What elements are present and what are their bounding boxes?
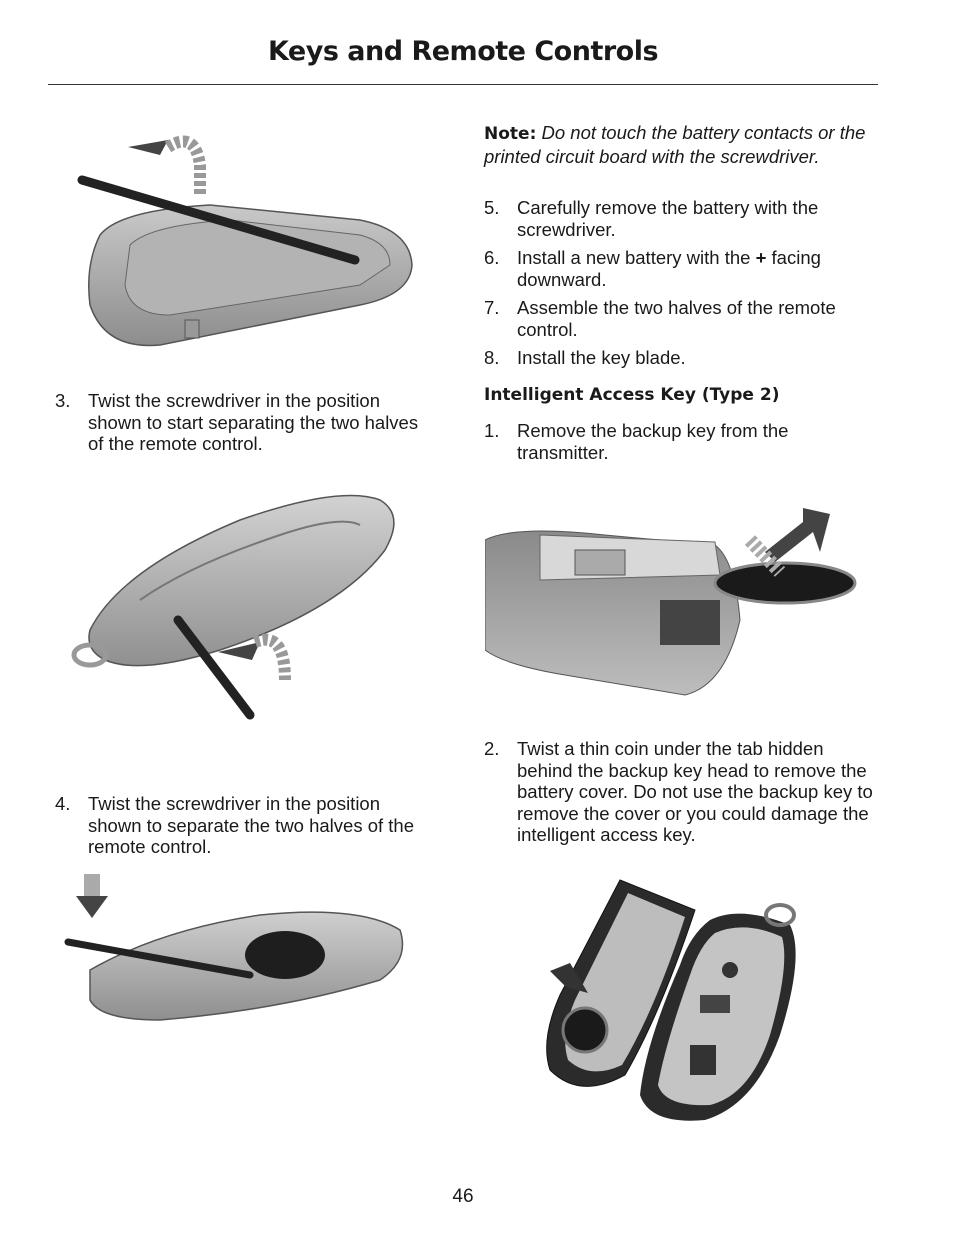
section-heading: Intelligent Access Key (Type 2) (484, 385, 780, 405)
page-title: Keys and Remote Controls (267, 36, 659, 67)
plus-symbol: + (755, 247, 767, 268)
arrow-icon (76, 896, 108, 918)
list-item: 4. Twist the screwdriver in the position shown to separate the two halves of the remote control. (55, 793, 415, 857)
list-item: 1. Remove the backup key from the transmitter. (484, 420, 789, 463)
list-item: 2. Twist a thin coin under the tab hidden behind the backup key head to remove the battery cover. Do not use the backup key to remove the cover or you could damage the intelligent access key. (484, 738, 873, 845)
arrow-icon (128, 140, 168, 155)
arrow-icon (765, 508, 830, 562)
page-number: 46 (452, 1186, 474, 1207)
figure-remote-halves-separated (60, 870, 420, 1030)
list-item: 7. Assemble the two halves of the remote control. (484, 297, 836, 340)
header-rule (48, 84, 878, 85)
figure-access-key-opened (540, 875, 805, 1125)
list-item: 3. Twist the screwdriver in the position shown to start separating the two halves of the remote control. (55, 390, 419, 454)
list-item: 8. Install the key blade. (484, 347, 686, 368)
figure-remote-pry-open (60, 125, 420, 355)
note: Note: Do not touch the battery contacts or the printed circuit board with the screwdriver. (484, 122, 866, 167)
list-item: 6. Install a new battery with the + facing downward. (484, 247, 821, 290)
list-item: 5. Carefully remove the battery with the screwdriver. (484, 197, 819, 240)
figure-remote-seam-twist (60, 470, 430, 725)
figure-backup-key-coin (485, 500, 860, 700)
